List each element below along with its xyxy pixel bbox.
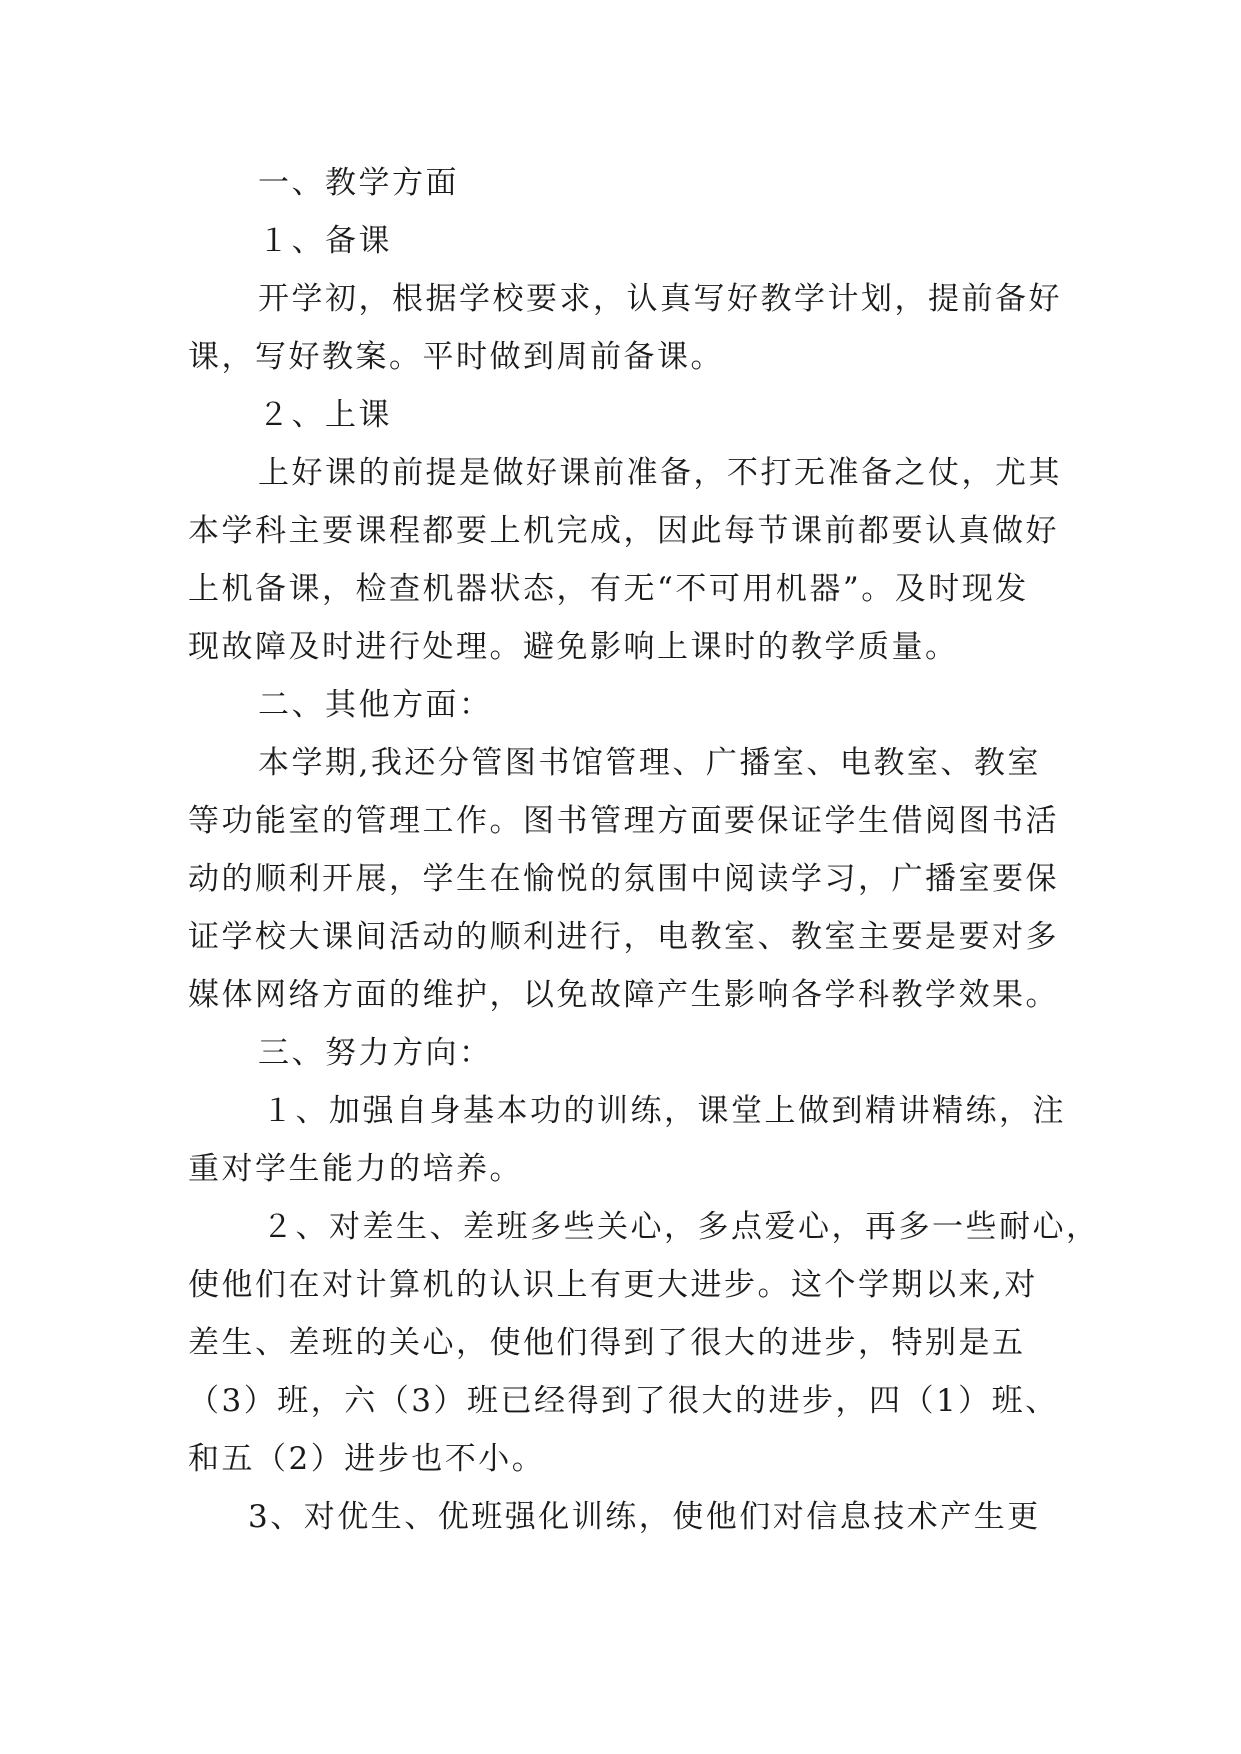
paragraph-line: 使他们在对计算机的认识上有更大进步。这个学期以来,对 [188,1267,1038,1303]
section-heading-direction: 三、努力方向： [258,1035,493,1071]
paragraph-line: 等功能室的管理工作。图书管理方面要保证学生借阅图书活 [188,803,1059,839]
paragraph-line: 和五（2）进步也不小。 [188,1441,546,1477]
paragraph-line: 上机备课，检查机器状态，有无“不可用机器”。及时现发 [188,571,1029,607]
paragraph-line: 本学期,我还分管图书馆管理、广播室、电教室、教室 [258,745,1041,781]
subheading-class: ２、上课 [258,397,392,433]
paragraph-line: 开学初，根据学校要求，认真写好教学计划，提前备好 [258,281,1062,317]
section-heading-teaching: 一、教学方面 [258,165,459,201]
paragraph-line: 动的顺利开展，学生在愉悦的氛围中阅读学习，广播室要保 [188,861,1059,897]
section-heading-other: 二、其他方面： [258,687,493,723]
paragraph-line: １、加强自身基本功的训练，课堂上做到精讲精练，注 [262,1093,1066,1129]
paragraph-line: 课，写好教案。平时做到周前备课。 [188,339,724,375]
paragraph-line: 媒体网络方面的维护，以免故障产生影响各学科教学效果。 [188,977,1059,1013]
paragraph-line: 证学校大课间活动的顺利进行，电教室、教室主要是要对多 [188,919,1059,955]
paragraph-line: （3）班，六（3）班已经得到了很大的进步，四（1）班、 [188,1383,1059,1419]
paragraph-line: 重对学生能力的培养。 [188,1151,523,1187]
paragraph-line: 3、对优生、优班强化训练，使他们对信息技术产生更 [248,1499,1041,1535]
paragraph-line: 本学科主要课程都要上机完成，因此每节课前都要认真做好 [188,513,1059,549]
paragraph-line: 差生、差班的关心，使他们得到了很大的进步，特别是五 [188,1325,1026,1361]
subheading-lesson-prep: １、备课 [258,223,392,259]
paragraph-line: 现故障及时进行处理。避免影响上课时的教学质量。 [188,629,959,665]
paragraph-line: 上好课的前提是做好课前准备，不打无准备之仗，尤其 [258,455,1062,491]
paragraph-line: ２、对差生、差班多些关心，多点爱心，再多一些耐心， [262,1209,1100,1245]
